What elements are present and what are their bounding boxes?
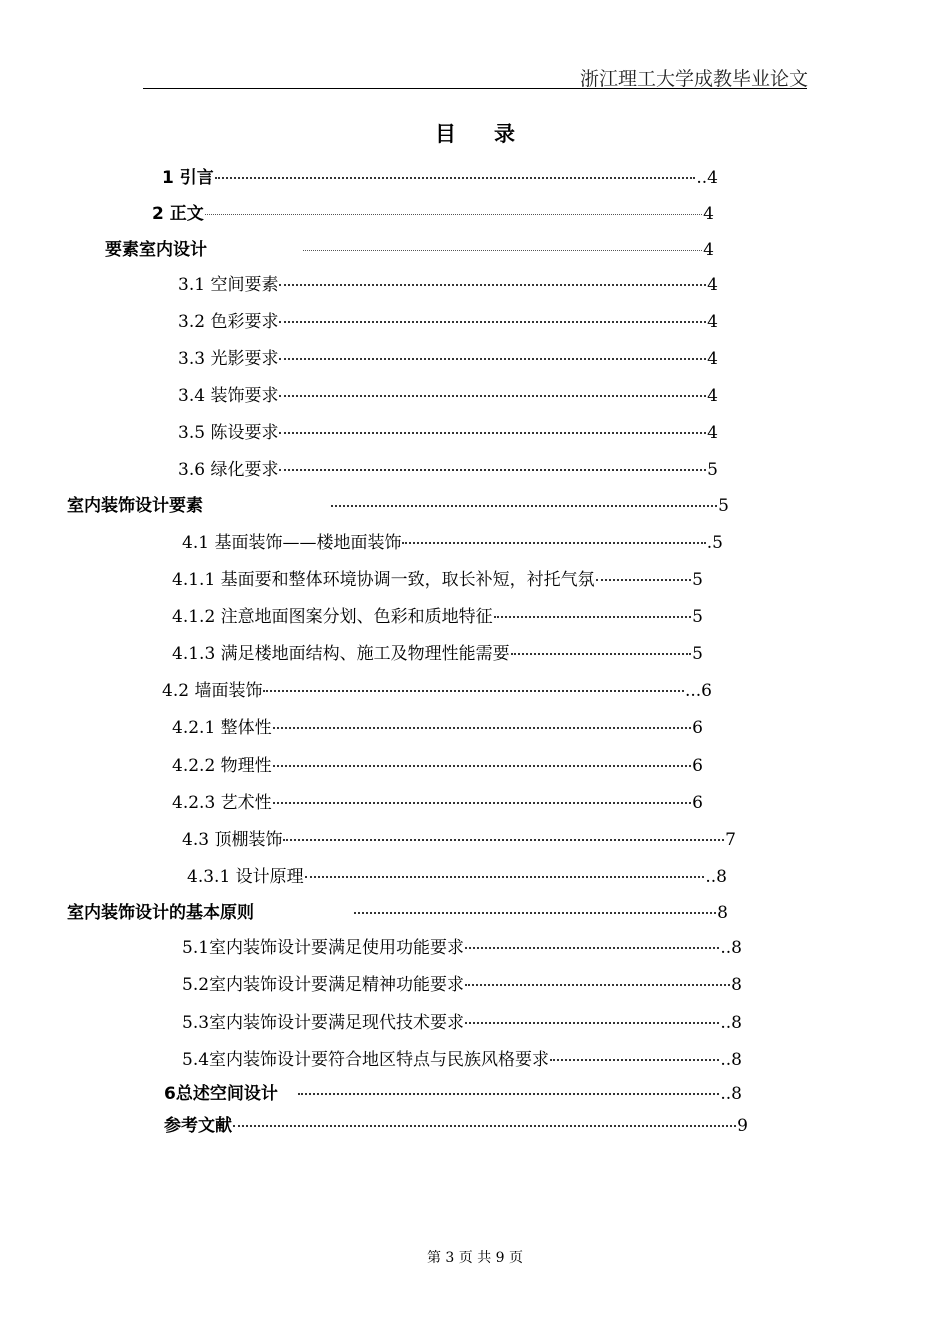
toc-entry-page: 4 [707,386,718,406]
toc-entry-label: 4.3.1 设计原理 [187,867,304,887]
toc-entry[interactable] [182,531,723,555]
toc-entry-label: 4.1.2 注意地面图案分划、色彩和质地特征 [172,607,493,627]
toc-entry-label: 要素室内设计 [105,240,207,260]
toc-entry-page: 6 [692,756,703,776]
toc-entry[interactable] [182,828,736,852]
toc-leader [279,395,706,397]
toc-entry[interactable] [187,865,727,889]
toc-entry[interactable] [172,716,703,740]
toc-entry-page: 8 [731,975,742,995]
toc-entry-label: 5.4室内装饰设计要符合地区特点与民族风格要求 [182,1050,550,1070]
toc-entry-page: ..8 [705,867,727,887]
toc-leader [465,984,730,986]
toc-entry[interactable] [178,310,718,334]
toc-entry-label: 3.5 陈设要求 [178,423,279,443]
toc-entry-label: 2 正文 [152,204,204,224]
toc-entry[interactable] [162,679,712,703]
toc-entry[interactable] [164,1114,748,1138]
toc-entry[interactable] [152,202,714,226]
toc-title: 目录 [435,122,553,146]
toc-entry-page: 5 [692,570,703,590]
toc-leader [511,653,692,655]
toc-entry-label: 5.3室内装饰设计要满足现代技术要求 [182,1013,465,1033]
toc-entry-label: 5.2室内装饰设计要满足精神功能要求 [182,975,465,995]
toc-entry[interactable] [182,1011,742,1035]
page-footer: 第 3 页 共 9 页 [426,1250,524,1266]
toc-entry[interactable] [172,605,703,629]
toc-leader [550,1059,719,1061]
toc-entry-page: ...6 [684,681,712,701]
toc-entry[interactable] [105,238,714,262]
toc-entry[interactable] [164,1082,742,1106]
toc-entry-label: 4.3 顶棚装饰 [182,830,283,850]
toc-leader [465,1022,719,1024]
toc-entry[interactable] [182,973,742,997]
toc-entry-label: 参考文献 [164,1116,232,1136]
toc-leader [279,321,706,323]
toc-entry-page: ..8 [720,1050,742,1070]
toc-entry-page: ..8 [720,1013,742,1033]
toc-entry-page: 8 [717,903,728,923]
toc-entry-label: 6总述空间设计 [164,1084,278,1104]
toc-leader [273,727,692,729]
toc-leader [305,876,705,878]
toc-leader [279,284,706,286]
toc-leader [402,542,705,544]
toc-entry[interactable] [178,273,718,297]
toc-entry-page: 4 [703,204,714,224]
header-divider [143,88,807,89]
toc-entry[interactable] [178,384,718,408]
toc-entry-label: 4.2.2 物理性 [172,756,272,776]
toc-entry-label: 3.4 装饰要求 [178,386,279,406]
toc-leader [279,432,706,434]
toc-entry-label: 3.1 空间要素 [178,275,279,295]
toc-entry-page: ..8 [720,938,742,958]
toc-leader [279,469,706,471]
toc-entry[interactable] [182,936,742,960]
toc-entry[interactable] [178,347,718,371]
toc-entry-label: 4.2.3 艺术性 [172,793,272,813]
toc-leader [205,214,702,215]
toc-entry-label: 5.1室内装饰设计要满足使用功能要求 [182,938,465,958]
toc-entry-page: 5 [692,607,703,627]
toc-entry[interactable] [67,494,729,518]
toc-leader [279,358,706,360]
toc-entry-page: 6 [692,793,703,813]
toc-entry-page: 6 [692,718,703,738]
toc-entry-label: 3.3 光影要求 [178,349,279,369]
toc-entry-page: 4 [707,275,718,295]
toc-entry[interactable] [172,754,703,778]
toc-entry-page: ..8 [720,1084,742,1104]
toc-leader [494,616,692,618]
toc-entry-page: 4 [707,423,718,443]
toc-leader [303,250,702,251]
toc-leader [298,1093,720,1095]
toc-leader [233,1125,736,1127]
toc-entry-label: 1 引言 [162,168,214,188]
toc-entry-page: 7 [725,830,736,850]
toc-entry[interactable] [178,421,718,445]
toc-entry-page: 5 [707,460,718,480]
toc-entry-page: 5 [718,496,729,516]
toc-entry-page: ..4 [696,168,718,188]
toc-entry-label: 4.2 墙面装饰 [162,681,263,701]
toc-entry-label: 4.1 基面装饰——楼地面装饰 [182,533,402,553]
toc-leader [215,177,696,179]
toc-entry-page: 5 [692,644,703,664]
toc-leader [263,690,684,692]
toc-entry-page: 4 [707,349,718,369]
toc-leader [273,802,692,804]
toc-entry-page: .5 [706,533,723,553]
toc-entry[interactable] [182,1048,742,1072]
toc-entry[interactable] [67,901,728,925]
toc-leader [596,579,692,581]
toc-leader [283,839,724,841]
running-header: 浙江理工大学成教毕业论文 [579,68,808,90]
toc-entry[interactable] [172,568,703,592]
toc-leader [465,947,719,949]
toc-entry-label: 3.6 绿化要求 [178,460,279,480]
toc-entry-label: 室内装饰设计要素 [67,496,203,516]
toc-entry-label: 4.2.1 整体性 [172,718,272,738]
toc-entry-page: 4 [703,240,714,260]
toc-entry[interactable] [172,642,703,666]
toc-leader [354,912,716,914]
toc-entry-label: 4.1.3 满足楼地面结构、施工及物理性能需要 [172,644,510,664]
toc-leader [273,765,692,767]
toc-leader [331,505,717,507]
toc-entry[interactable] [172,791,703,815]
toc-entry[interactable] [162,166,718,190]
toc-entry-page: 9 [737,1116,748,1136]
toc-entry-page: 4 [707,312,718,332]
toc-entry[interactable] [178,458,718,482]
toc-entry-label: 3.2 色彩要求 [178,312,279,332]
toc-entry-label: 4.1.1 基面要和整体环境协调一致，取长补短，衬托气氛 [172,570,595,590]
toc-entry-label: 室内装饰设计的基本原则 [67,903,254,923]
